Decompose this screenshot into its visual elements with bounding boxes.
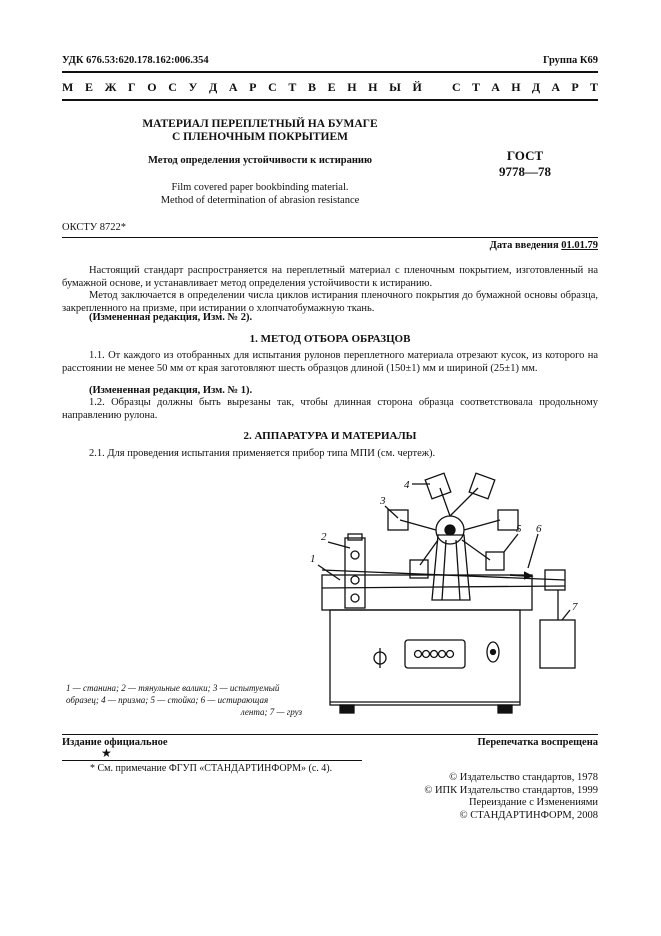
footnote-rule	[62, 760, 362, 761]
paragraph-method: Метод заключается в определении числа циклов истирания пленочного покрытия до бумажной основы образца, закрепленного на призме, при истирании о хлопчатобумажную ткань.	[62, 290, 598, 314]
heading-letter: С	[168, 80, 177, 94]
heading-letter: У	[188, 80, 198, 94]
heading-letter: Й	[412, 80, 422, 94]
heading-letter: Е	[327, 80, 336, 94]
heading-letter: М	[62, 80, 74, 94]
title-line-1: МАТЕРИАЛ ПЕРЕПЛЕТНЫЙ НА БУМАГЕ	[142, 118, 378, 130]
bed-plate	[322, 575, 532, 610]
interstate-standard-heading	[62, 80, 598, 95]
weight	[540, 620, 575, 668]
stand	[432, 535, 470, 600]
copyright-1978: © Издательство стандартов, 1978	[449, 772, 598, 783]
callout-7: 7	[572, 601, 578, 613]
star-icon: ★	[101, 746, 112, 760]
heading-letter: Т	[288, 80, 297, 94]
heading-letter: Ж	[104, 80, 117, 94]
footnote: * См. примечание ФГУП «СТАНДАРТИНФОРМ» (с. 4).	[90, 763, 333, 774]
heading-letter: Н	[511, 80, 521, 94]
legend-line-3: лента; 7 — груз	[240, 707, 302, 717]
heading-letter: С	[452, 80, 461, 94]
reissue-note: Переиздание с Изменениями	[468, 797, 598, 808]
heading-letter: Р	[571, 80, 579, 94]
paragraph-1-2: 1.2. Образцы должны быть вырезаны так, чтобы длинная сторона образца соответствовала продольному направлению рулона.	[62, 397, 598, 421]
abrasion-tester-drawing	[300, 470, 600, 728]
intro-date-label: Дата введения	[489, 240, 559, 251]
legend-line-1: 1 — станина; 2 — тянульные валики; 3 — испытуемый	[66, 683, 280, 693]
heading-letter: Н	[368, 80, 378, 94]
callout-2: 2	[321, 531, 327, 543]
callout-1: 1	[310, 553, 316, 565]
copyright-1999: © ИПК Издательство стандартов, 1999	[424, 784, 598, 796]
amendment-note-1: (Измененная редакция, Изм. № 1).	[89, 385, 253, 396]
heading-letter: Ы	[389, 80, 401, 94]
udk-code: УДК 676.53:620.178.162:006.354	[62, 55, 209, 66]
heading-letter: Т	[589, 80, 598, 94]
heading-letter: Д	[531, 80, 541, 94]
figure-legend	[66, 682, 302, 718]
heading-letter: С	[268, 80, 277, 94]
group-code: Группа К69	[542, 55, 598, 66]
footer-rule	[62, 734, 598, 735]
heading-letter: В	[307, 80, 316, 94]
heading-letter: О	[147, 80, 157, 94]
paragraph-2-1: 2.1. Для проведения испытания применяется прибор типа МПИ (см. чертеж).	[89, 448, 436, 459]
reprint-notice: Перепечатка воспрещена	[477, 737, 598, 748]
gost-number: 9778—78	[499, 164, 551, 179]
heading-letter: Р	[249, 80, 257, 94]
paragraph-scope: Настоящий стандарт распространяется на переплетный материал с пленочным покрытием, изготовленный на бумажной основе, и устанавливает метод определения устойчивости к истиранию.	[62, 265, 598, 289]
amendment-note-2: (Измененная редакция, Изм. № 2).	[89, 312, 253, 323]
intro-date	[490, 240, 598, 251]
heading-letter: Т	[471, 80, 480, 94]
heading-letter: А	[228, 80, 238, 94]
callout-4: 4	[404, 479, 410, 491]
section-2-title: 2. АППАРАТУРА И МАТЕРИАЛЫ	[243, 430, 417, 442]
okstu-code: ОКСТУ 8722*	[62, 222, 127, 233]
standard-word	[452, 80, 598, 95]
paragraph-1-1: 1.1. От каждого из отобранных для испытания рулонов переплетного материала отрезают кусок, из которого на расстоянии не менее 50 мм от края заготовляют шесть образцов длиной (150±1) мм и шириной (25±1) мм.	[62, 350, 598, 374]
heading-letter: Н	[347, 80, 357, 94]
intro-rule	[62, 237, 598, 238]
legend-line-2: образец; 4 — призма; 5 — стойка; 6 — истирающая	[66, 695, 269, 705]
pulling-rollers	[345, 538, 365, 608]
section-1-title: 1. МЕТОД ОТБОРА ОБРАЗЦОВ	[249, 333, 411, 345]
method-title: Метод определения устойчивости к истиранию	[148, 155, 372, 166]
intro-date-value: 01.01.79	[561, 240, 598, 251]
heading-letter: А	[551, 80, 561, 94]
official-edition: Издание официальное	[62, 737, 168, 748]
header-rule-bottom	[62, 99, 598, 101]
heading-letter: А	[491, 80, 500, 94]
heading-letter: Д	[208, 80, 218, 94]
header-rule-top	[62, 71, 598, 73]
gost-label: ГОСТ	[506, 148, 544, 163]
callout-6: 6	[536, 523, 542, 535]
callout-5: 5	[516, 523, 522, 535]
callout-3: 3	[380, 495, 386, 507]
heading-letter: Е	[84, 80, 93, 94]
interstate-word	[62, 80, 422, 95]
copyright-block	[424, 772, 598, 822]
english-title-2: Method of determination of abrasion resistance	[160, 195, 360, 206]
english-title-1: Film covered paper bookbinding material.	[171, 182, 349, 193]
heading-letter: Г	[128, 80, 136, 94]
copyright-2008: © СТАНДАРТИНФОРМ, 2008	[459, 809, 598, 821]
title-line-2: С ПЛЕНОЧНЫМ ПОКРЫТИЕМ	[171, 131, 349, 143]
